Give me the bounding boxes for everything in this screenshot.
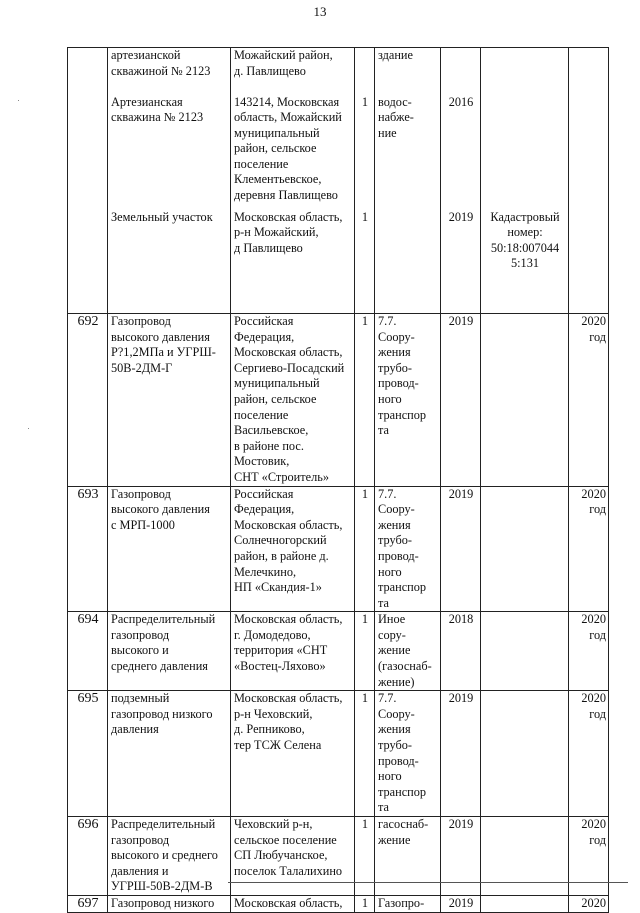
object-name: Артезианская скважина № 2123 bbox=[108, 95, 231, 210]
page-number: 13 bbox=[313, 4, 327, 19]
object-year: 2016 bbox=[441, 95, 481, 210]
completion-year bbox=[569, 95, 609, 210]
object-cadastral bbox=[481, 48, 569, 95]
object-purpose: 7.7. Соору- жения трубо- провод- ного транспор та bbox=[375, 486, 441, 612]
row-number: 692 bbox=[68, 314, 108, 487]
object-cadastral: Кадастровый номер: 50:18:007044 5:131 bbox=[481, 210, 569, 314]
object-name: Газопровод высокого давления Р?1,2МПа и УГРШ- 50В-2ДМ-Г bbox=[108, 314, 231, 487]
table-row bbox=[68, 817, 609, 896]
row-number bbox=[68, 210, 108, 314]
row-number: 696 bbox=[68, 817, 108, 896]
object-address: 143214, Московская область, Можайский муниципальный район, сельское поселение Клементьевское, деревня Павлищево bbox=[231, 95, 355, 210]
object-year: 2019 bbox=[441, 817, 481, 896]
table-row bbox=[68, 314, 609, 487]
scan-artifact-dot bbox=[18, 100, 19, 101]
object-address: Чеховский р-н, сельское поселение СП Любучанское, поселок Талалихино bbox=[231, 817, 355, 896]
object-name: Распределительный газопровод высокого и среднего давления и УГРШ-50В-2ДМ-В bbox=[108, 817, 231, 896]
object-year: 2019 bbox=[441, 210, 481, 314]
object-quantity: 1 bbox=[355, 210, 375, 314]
object-name: подземный газопровод низкого давления bbox=[108, 691, 231, 817]
registry-table bbox=[67, 47, 609, 913]
object-year: 2019 bbox=[441, 486, 481, 612]
object-purpose bbox=[375, 210, 441, 314]
row-number: 694 bbox=[68, 612, 108, 691]
table-row bbox=[68, 612, 609, 691]
completion-year: 2020 bbox=[569, 895, 609, 912]
object-name: Распределительный газопровод высокого и среднего давления bbox=[108, 612, 231, 691]
row-number: 697 bbox=[68, 895, 108, 912]
completion-year: 2020 год bbox=[569, 817, 609, 896]
object-quantity: 1 bbox=[355, 691, 375, 817]
object-address: Московская область, р-н Можайский, д Павлищево bbox=[231, 210, 355, 314]
object-name: Земельный участок bbox=[108, 210, 231, 314]
object-address: Российская Федерация, Московская область, Сергиево-Посадский муниципальный район, сельское поселение Васильевское, в районе пос. Мостовик, СНТ «Строитель» bbox=[231, 314, 355, 487]
table-row bbox=[68, 691, 609, 817]
completion-year: 2020 год bbox=[569, 691, 609, 817]
object-purpose: Иное сору- жение (газоснаб- жение) bbox=[375, 612, 441, 691]
row-number bbox=[68, 48, 108, 95]
completion-year: 2020 год bbox=[569, 486, 609, 612]
completion-year: 2020 год bbox=[569, 314, 609, 487]
object-year: 2018 bbox=[441, 612, 481, 691]
object-quantity bbox=[355, 48, 375, 95]
scan-artifact-dot bbox=[28, 428, 29, 429]
table-row bbox=[68, 486, 609, 612]
table-row bbox=[68, 210, 609, 314]
row-number: 695 bbox=[68, 691, 108, 817]
table-row bbox=[68, 48, 609, 95]
object-name: Газопровод высокого давления с МРП-1000 bbox=[108, 486, 231, 612]
completion-year bbox=[569, 210, 609, 314]
object-cadastral bbox=[481, 612, 569, 691]
row-number bbox=[68, 95, 108, 210]
object-year bbox=[441, 48, 481, 95]
object-cadastral bbox=[481, 314, 569, 487]
object-address: Российская Федерация, Московская область, Солнечногорский район, в районе д. Мелечкино, НП «Скандия-1» bbox=[231, 486, 355, 612]
object-cadastral bbox=[481, 817, 569, 896]
object-cadastral bbox=[481, 691, 569, 817]
object-quantity: 1 bbox=[355, 612, 375, 691]
object-cadastral bbox=[481, 486, 569, 612]
object-address: Московская область, р-н Чеховский, д. Репниково, тер ТСЖ Селена bbox=[231, 691, 355, 817]
object-quantity: 1 bbox=[355, 95, 375, 210]
object-purpose: 7.7. Соору- жения трубо- провод- ного транспор та bbox=[375, 691, 441, 817]
object-cadastral bbox=[481, 95, 569, 210]
object-purpose: Газопро- bbox=[375, 895, 441, 912]
completion-year bbox=[569, 48, 609, 95]
object-quantity: 1 bbox=[355, 314, 375, 487]
object-cadastral bbox=[481, 895, 569, 912]
object-quantity: 1 bbox=[355, 817, 375, 896]
object-purpose: водос- набже- ние bbox=[375, 95, 441, 210]
object-year: 2019 bbox=[441, 895, 481, 912]
object-purpose: 7.7. Соору- жения трубо- провод- ного транспор та bbox=[375, 314, 441, 487]
object-address: Можайский район, д. Павлищево bbox=[231, 48, 355, 95]
object-purpose: здание bbox=[375, 48, 441, 95]
object-year: 2019 bbox=[441, 314, 481, 487]
scan-artifact-line bbox=[228, 882, 628, 883]
object-address: Московская область, bbox=[231, 895, 355, 912]
object-quantity: 1 bbox=[355, 486, 375, 612]
object-name: артезианской скважиной № 2123 bbox=[108, 48, 231, 95]
table-row bbox=[68, 895, 609, 912]
object-address: Московская область, г. Домодедово, территория «СНТ «Востец-Ляхово» bbox=[231, 612, 355, 691]
object-name: Газопровод низкого bbox=[108, 895, 231, 912]
object-year: 2019 bbox=[441, 691, 481, 817]
object-quantity: 1 bbox=[355, 895, 375, 912]
row-number: 693 bbox=[68, 486, 108, 612]
object-purpose: гасоснаб- жение bbox=[375, 817, 441, 896]
completion-year: 2020 год bbox=[569, 612, 609, 691]
table-row bbox=[68, 95, 609, 210]
